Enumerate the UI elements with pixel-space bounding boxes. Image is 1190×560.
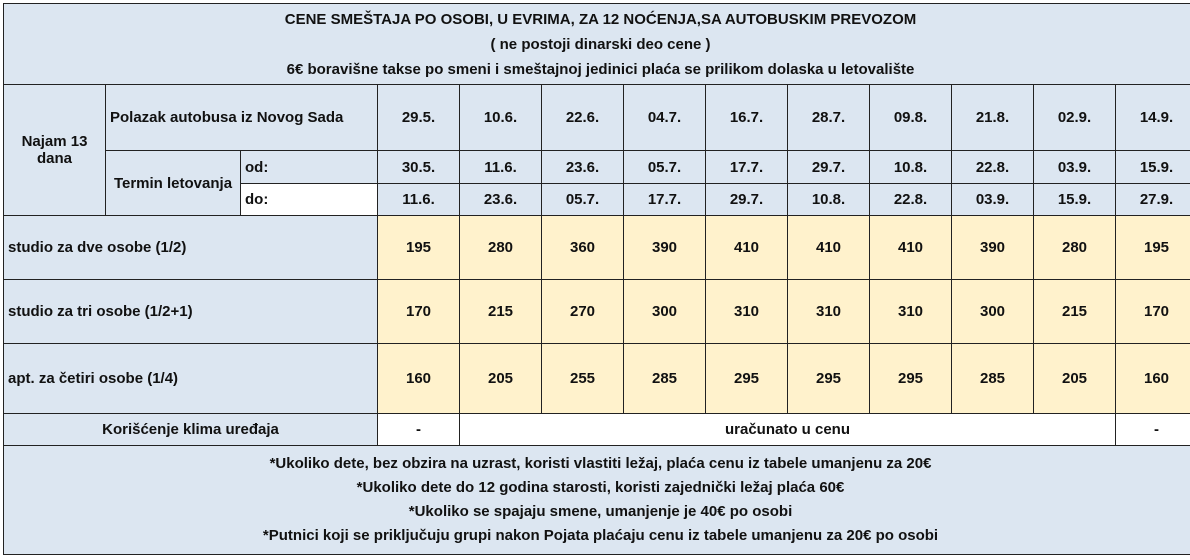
price-cell: 205 xyxy=(1034,344,1116,414)
price-cell: 295 xyxy=(788,344,870,414)
title-line-2: ( ne postoji dinarski deo cene ) xyxy=(8,32,1190,57)
price-cell: 215 xyxy=(1034,280,1116,344)
price-cell: 195 xyxy=(1116,216,1190,280)
ac-label: Korišćenje klima uređaja xyxy=(4,414,378,446)
price-cell: 295 xyxy=(870,344,952,414)
from-date: 05.7. xyxy=(624,151,706,184)
price-row xyxy=(4,280,1190,344)
to-label: do: xyxy=(241,184,378,216)
from-date: 29.7. xyxy=(788,151,870,184)
departure-date: 21.8. xyxy=(952,85,1034,151)
price-cell: 390 xyxy=(952,216,1034,280)
note-line: *Ukoliko dete, bez obzira na uzrast, koristi vlastiti ležaj, plaća cenu iz tabele umanjenu za 20€ xyxy=(8,452,1190,476)
departure-date: 16.7. xyxy=(706,85,788,151)
to-date: 11.6. xyxy=(378,184,460,216)
rental-label: Najam 13 dana xyxy=(4,85,106,216)
price-cell: 280 xyxy=(460,216,542,280)
to-date: 05.7. xyxy=(542,184,624,216)
price-cell: 280 xyxy=(1034,216,1116,280)
from-date: 23.6. xyxy=(542,151,624,184)
price-row xyxy=(4,344,1190,414)
price-cell: 360 xyxy=(542,216,624,280)
price-row xyxy=(4,216,1190,280)
table-title xyxy=(4,4,1190,85)
departure-date: 02.9. xyxy=(1034,85,1116,151)
price-cell: 300 xyxy=(624,280,706,344)
to-date: 23.6. xyxy=(460,184,542,216)
departure-label: Polazak autobusa iz Novog Sada xyxy=(106,85,378,151)
title-line-3: 6€ boravišne takse po smeni i smeštajnoj jedinici plaća se prilikom dolaska u letovalište xyxy=(8,57,1190,82)
price-cell: 215 xyxy=(460,280,542,344)
room-type-label: apt. za četiri osobe (1/4) xyxy=(4,344,378,414)
to-date: 27.9. xyxy=(1116,184,1190,216)
departure-date: 10.6. xyxy=(460,85,542,151)
price-cell: 270 xyxy=(542,280,624,344)
from-date: 15.9. xyxy=(1116,151,1190,184)
price-cell: 195 xyxy=(378,216,460,280)
note-line: *Ukoliko dete do 12 godina starosti, koristi zajednički ležaj plaća 60€ xyxy=(8,476,1190,500)
to-date: 17.7. xyxy=(624,184,706,216)
ac-first-value: - xyxy=(378,414,460,446)
price-cell: 255 xyxy=(542,344,624,414)
departure-row xyxy=(4,85,1190,151)
price-cell: 160 xyxy=(1116,344,1190,414)
from-row xyxy=(4,151,1190,184)
from-date: 30.5. xyxy=(378,151,460,184)
price-cell: 390 xyxy=(624,216,706,280)
price-cell: 300 xyxy=(952,280,1034,344)
title-line-1: CENE SMEŠTAJA PO OSOBI, U EVRIMA, ZA 12 NOĆENJA,SA AUTOBUSKIM PREVOZOM xyxy=(8,7,1190,32)
price-cell: 310 xyxy=(706,280,788,344)
room-type-label: studio za tri osobe (1/2+1) xyxy=(4,280,378,344)
from-date: 17.7. xyxy=(706,151,788,184)
price-cell: 410 xyxy=(706,216,788,280)
departure-date: 09.8. xyxy=(870,85,952,151)
price-cell: 285 xyxy=(624,344,706,414)
to-date: 03.9. xyxy=(952,184,1034,216)
price-table-container xyxy=(3,3,1187,554)
ac-included-value: uračunato u cenu xyxy=(460,414,1116,446)
notes-section xyxy=(4,446,1190,555)
to-date: 29.7. xyxy=(706,184,788,216)
from-label: od: xyxy=(241,151,378,184)
price-cell: 205 xyxy=(460,344,542,414)
price-cell: 410 xyxy=(870,216,952,280)
from-date: 11.6. xyxy=(460,151,542,184)
to-date: 10.8. xyxy=(788,184,870,216)
ac-last-value: - xyxy=(1116,414,1190,446)
note-line: *Putnici koji se priključuju grupi nakon Pojata plaćaju cenu iz tabele umanjenu za 20€ po osobi xyxy=(8,524,1190,548)
departure-date: 22.6. xyxy=(542,85,624,151)
departure-date: 04.7. xyxy=(624,85,706,151)
from-date: 10.8. xyxy=(870,151,952,184)
price-cell: 170 xyxy=(378,280,460,344)
price-cell: 170 xyxy=(1116,280,1190,344)
price-cell: 410 xyxy=(788,216,870,280)
ac-row xyxy=(4,414,1190,446)
price-cell: 310 xyxy=(870,280,952,344)
to-date: 22.8. xyxy=(870,184,952,216)
departure-date: 14.9. xyxy=(1116,85,1190,151)
note-line: *Ukoliko se spajaju smene, umanjenje je 40€ po osobi xyxy=(8,500,1190,524)
price-cell: 310 xyxy=(788,280,870,344)
price-cell: 285 xyxy=(952,344,1034,414)
room-type-label: studio za dve osobe (1/2) xyxy=(4,216,378,280)
price-cell: 295 xyxy=(706,344,788,414)
from-date: 03.9. xyxy=(1034,151,1116,184)
price-cell: 160 xyxy=(378,344,460,414)
departure-date: 29.5. xyxy=(378,85,460,151)
price-table xyxy=(3,3,1190,555)
from-date: 22.8. xyxy=(952,151,1034,184)
term-label: Termin letovanja xyxy=(106,151,241,216)
to-date: 15.9. xyxy=(1034,184,1116,216)
departure-date: 28.7. xyxy=(788,85,870,151)
